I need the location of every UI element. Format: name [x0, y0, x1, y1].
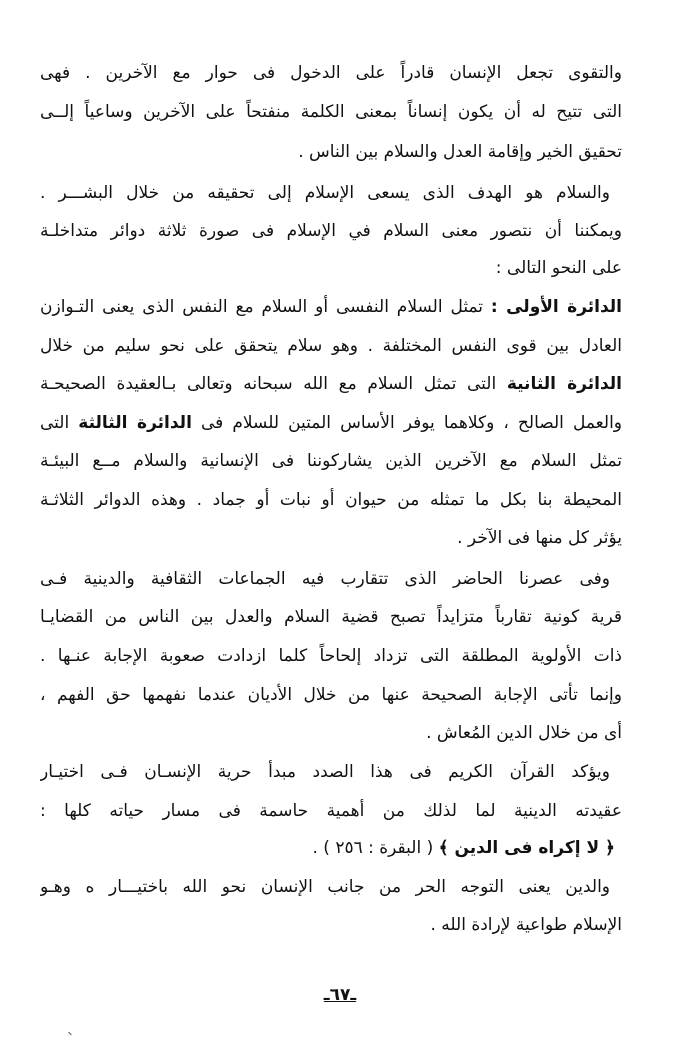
verse-citation: ( البقرة : ٢٥٦ ) . — [312, 838, 439, 858]
text-line: يؤثر كل منها فى الآخر . — [457, 528, 622, 548]
heading-circle-one: الدائرة الأولى : — [490, 297, 622, 317]
text-line: الدائرة الثانية التى تمثل السلام مع الله سبحانه وتعالى بـالعقيدة الصحيحـة — [40, 374, 622, 394]
heading-circle-three: الدائرة الثالثة — [78, 413, 192, 433]
heading-circle-two: الدائرة الثانية — [506, 374, 622, 394]
text-line: الإسلام طواعية لإرادة الله . — [430, 915, 622, 935]
quran-verse: ﴿ لا إكراه فى الدين ﴾ — [438, 838, 615, 858]
text-line: على النحو التالى : — [495, 258, 622, 278]
text-line: تحقيق الخير وإقامة العدل والسلام بين الناس . — [298, 142, 622, 162]
text-line: والعمل الصالح ، وكلاهما يوفر الأساس المتين للسلام فى الدائرة الثالثة التى — [40, 413, 622, 433]
text-line: التى تتيح له أن يكون إنساناً بمعنى الكلمة منفتحاً على الآخرين وساعياً إلــى — [40, 102, 622, 122]
text-line: العادل بين قوى النفس المختلفة . وهو سلام يتحقق على نحو سليم من خلال — [40, 336, 622, 356]
text-line: أى من خلال الدين المُعاش . — [426, 723, 622, 743]
text-line: ويؤكد القرآن الكريم فى هذا الصدد مبدأ حرية الإنسـان فـى اختيـار — [40, 762, 610, 782]
quran-verse-line — [40, 833, 615, 863]
text-line: ذات الأولوية المطلقة التى تزداد إلحاحاً كلما ازدادت صعوبة الإجابة عنـها . — [40, 646, 622, 666]
text-line: عقيدته الدينية لما لذلك من أهمية حاسمة فى مسار حياته كلها : — [40, 801, 622, 821]
page-number: ـ٦٧ـ — [323, 985, 357, 1005]
text-line: المحيطة بنا بكل ما تمثله من حيوان أو نبات أو جماد . وهذه الدوائر الثلاثـة — [40, 490, 622, 510]
text-line: الدائرة الأولى : تمثل السلام النفسى أو السلام مع النفس الذى يعنى التـوازن — [40, 297, 622, 317]
scan-mark — [68, 1032, 72, 1036]
text-line: والدين يعنى التوجه الحر من جانب الإنسان نحو الله باختيـــار ه وهـو — [40, 877, 610, 897]
text-line: ويمكننا أن نتصور معنى السلام في الإسلام فى صورة ثلاثة دوائر متداخلـة — [40, 221, 622, 241]
text-line: والتقوى تجعل الإنسان قادراً على الدخول فى حوار مع الآخرين . فهى — [40, 63, 622, 83]
text-line: والسلام هو الهدف الذى يسعى الإسلام إلى تحقيقه من خلال البشـــر . — [40, 183, 610, 203]
text-line: قرية كونية تقارباً متزايداً تصبح قضية السلام والعدل بين الناس من القضايـا — [40, 607, 622, 627]
text-line: وفى عصرنا الحاضر الذى تتقارب فيه الجماعات الثقافية والدينية فـى — [40, 569, 610, 589]
text-line: تمثل السلام مع الآخرين الذين يشاركوننا فى الإنسانية والسلام مــع البيئـة — [40, 451, 622, 471]
text-line: وإنما تأتى الإجابة الصحيحة عنها من خلال الأديان عندما نفهمها حق الفهم ، — [40, 685, 622, 705]
